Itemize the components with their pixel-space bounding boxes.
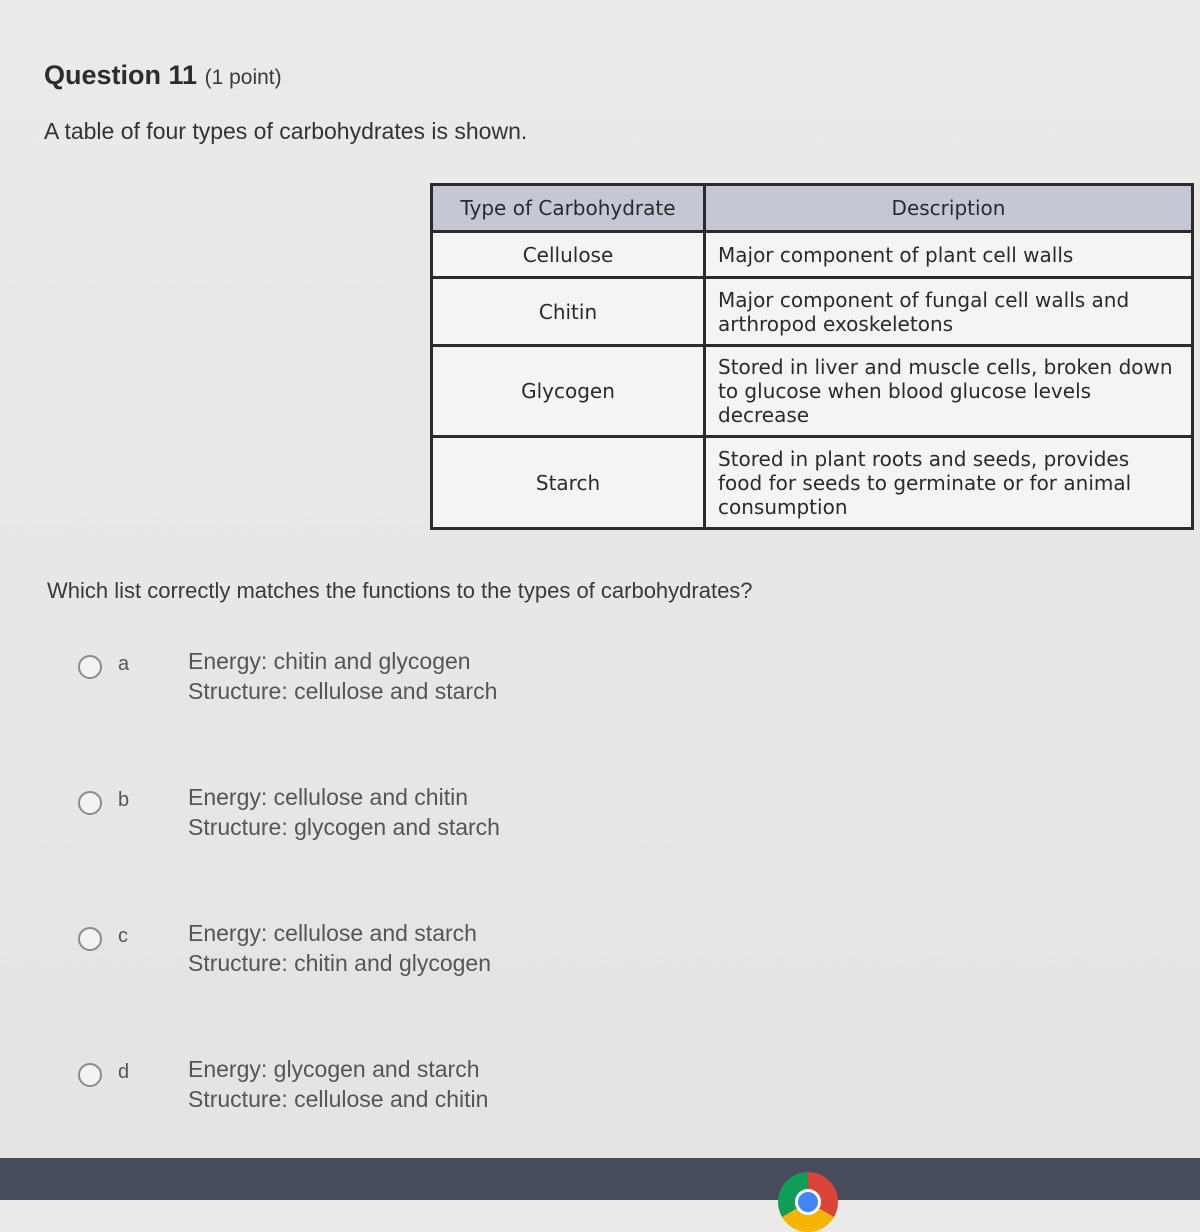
table-row: [432, 232, 1193, 278]
question-intro: A table of four types of carbohydrates is shown.: [44, 118, 528, 144]
table-header-type: Type of Carbohydrate: [432, 185, 705, 232]
answer-option-d[interactable]: [78, 1056, 578, 1133]
radio-button-icon[interactable]: [78, 655, 102, 679]
answer-option-b[interactable]: [78, 784, 578, 861]
table-cell-description: Major component of plant cell walls: [705, 232, 1193, 278]
option-structure: Structure: glycogen and starch: [188, 814, 500, 840]
radio-button-icon[interactable]: [78, 1063, 102, 1087]
taskbar: [0, 1158, 1200, 1200]
radio-button-icon[interactable]: [78, 791, 102, 815]
option-structure: Structure: chitin and glycogen: [188, 950, 492, 976]
table-cell-type: Cellulose: [432, 232, 705, 278]
radio-button-icon[interactable]: [78, 927, 102, 951]
carbohydrate-table: [430, 183, 1194, 530]
option-energy: Energy: cellulose and starch: [188, 920, 477, 946]
option-text: [188, 782, 500, 842]
option-letter: a: [118, 653, 130, 675]
table-row: [432, 346, 1193, 437]
question-header: [44, 60, 282, 91]
question-title: Question 11: [44, 60, 198, 90]
question-prompt: Which list correctly matches the functions to the types of carbohydrates?: [47, 578, 753, 603]
option-text: [188, 1054, 488, 1114]
table-cell-description: Stored in liver and muscle cells, broken down to glucose when blood glucose levels decrease: [705, 346, 1193, 437]
table-header-description: Description: [705, 185, 1193, 232]
option-energy: Energy: chitin and glycogen: [188, 648, 471, 674]
option-letter: b: [118, 789, 130, 811]
table-cell-type: Chitin: [432, 278, 705, 346]
option-energy: Energy: cellulose and chitin: [188, 784, 468, 810]
option-text: [188, 918, 491, 978]
option-text: [188, 646, 497, 706]
chrome-icon[interactable]: [778, 1172, 838, 1232]
table-cell-description: Stored in plant roots and seeds, provides food for seeds to germinate or for animal consumption: [705, 437, 1193, 529]
table-row: [432, 437, 1193, 529]
table-header-row: [432, 185, 1193, 232]
question-points: (1 point): [204, 66, 282, 89]
table-cell-type: Starch: [432, 437, 705, 529]
option-structure: Structure: cellulose and starch: [188, 678, 498, 704]
answer-option-c[interactable]: [78, 920, 578, 997]
option-letter: d: [118, 1061, 130, 1083]
answer-option-a[interactable]: [78, 648, 578, 725]
option-structure: Structure: cellulose and chitin: [188, 1086, 489, 1112]
table-cell-type: Glycogen: [432, 346, 705, 437]
table-row: [432, 278, 1193, 346]
option-letter: c: [118, 925, 128, 947]
table-cell-description: Major component of fungal cell walls and arthropod exoskeletons: [705, 278, 1193, 346]
option-energy: Energy: glycogen and starch: [188, 1056, 480, 1082]
